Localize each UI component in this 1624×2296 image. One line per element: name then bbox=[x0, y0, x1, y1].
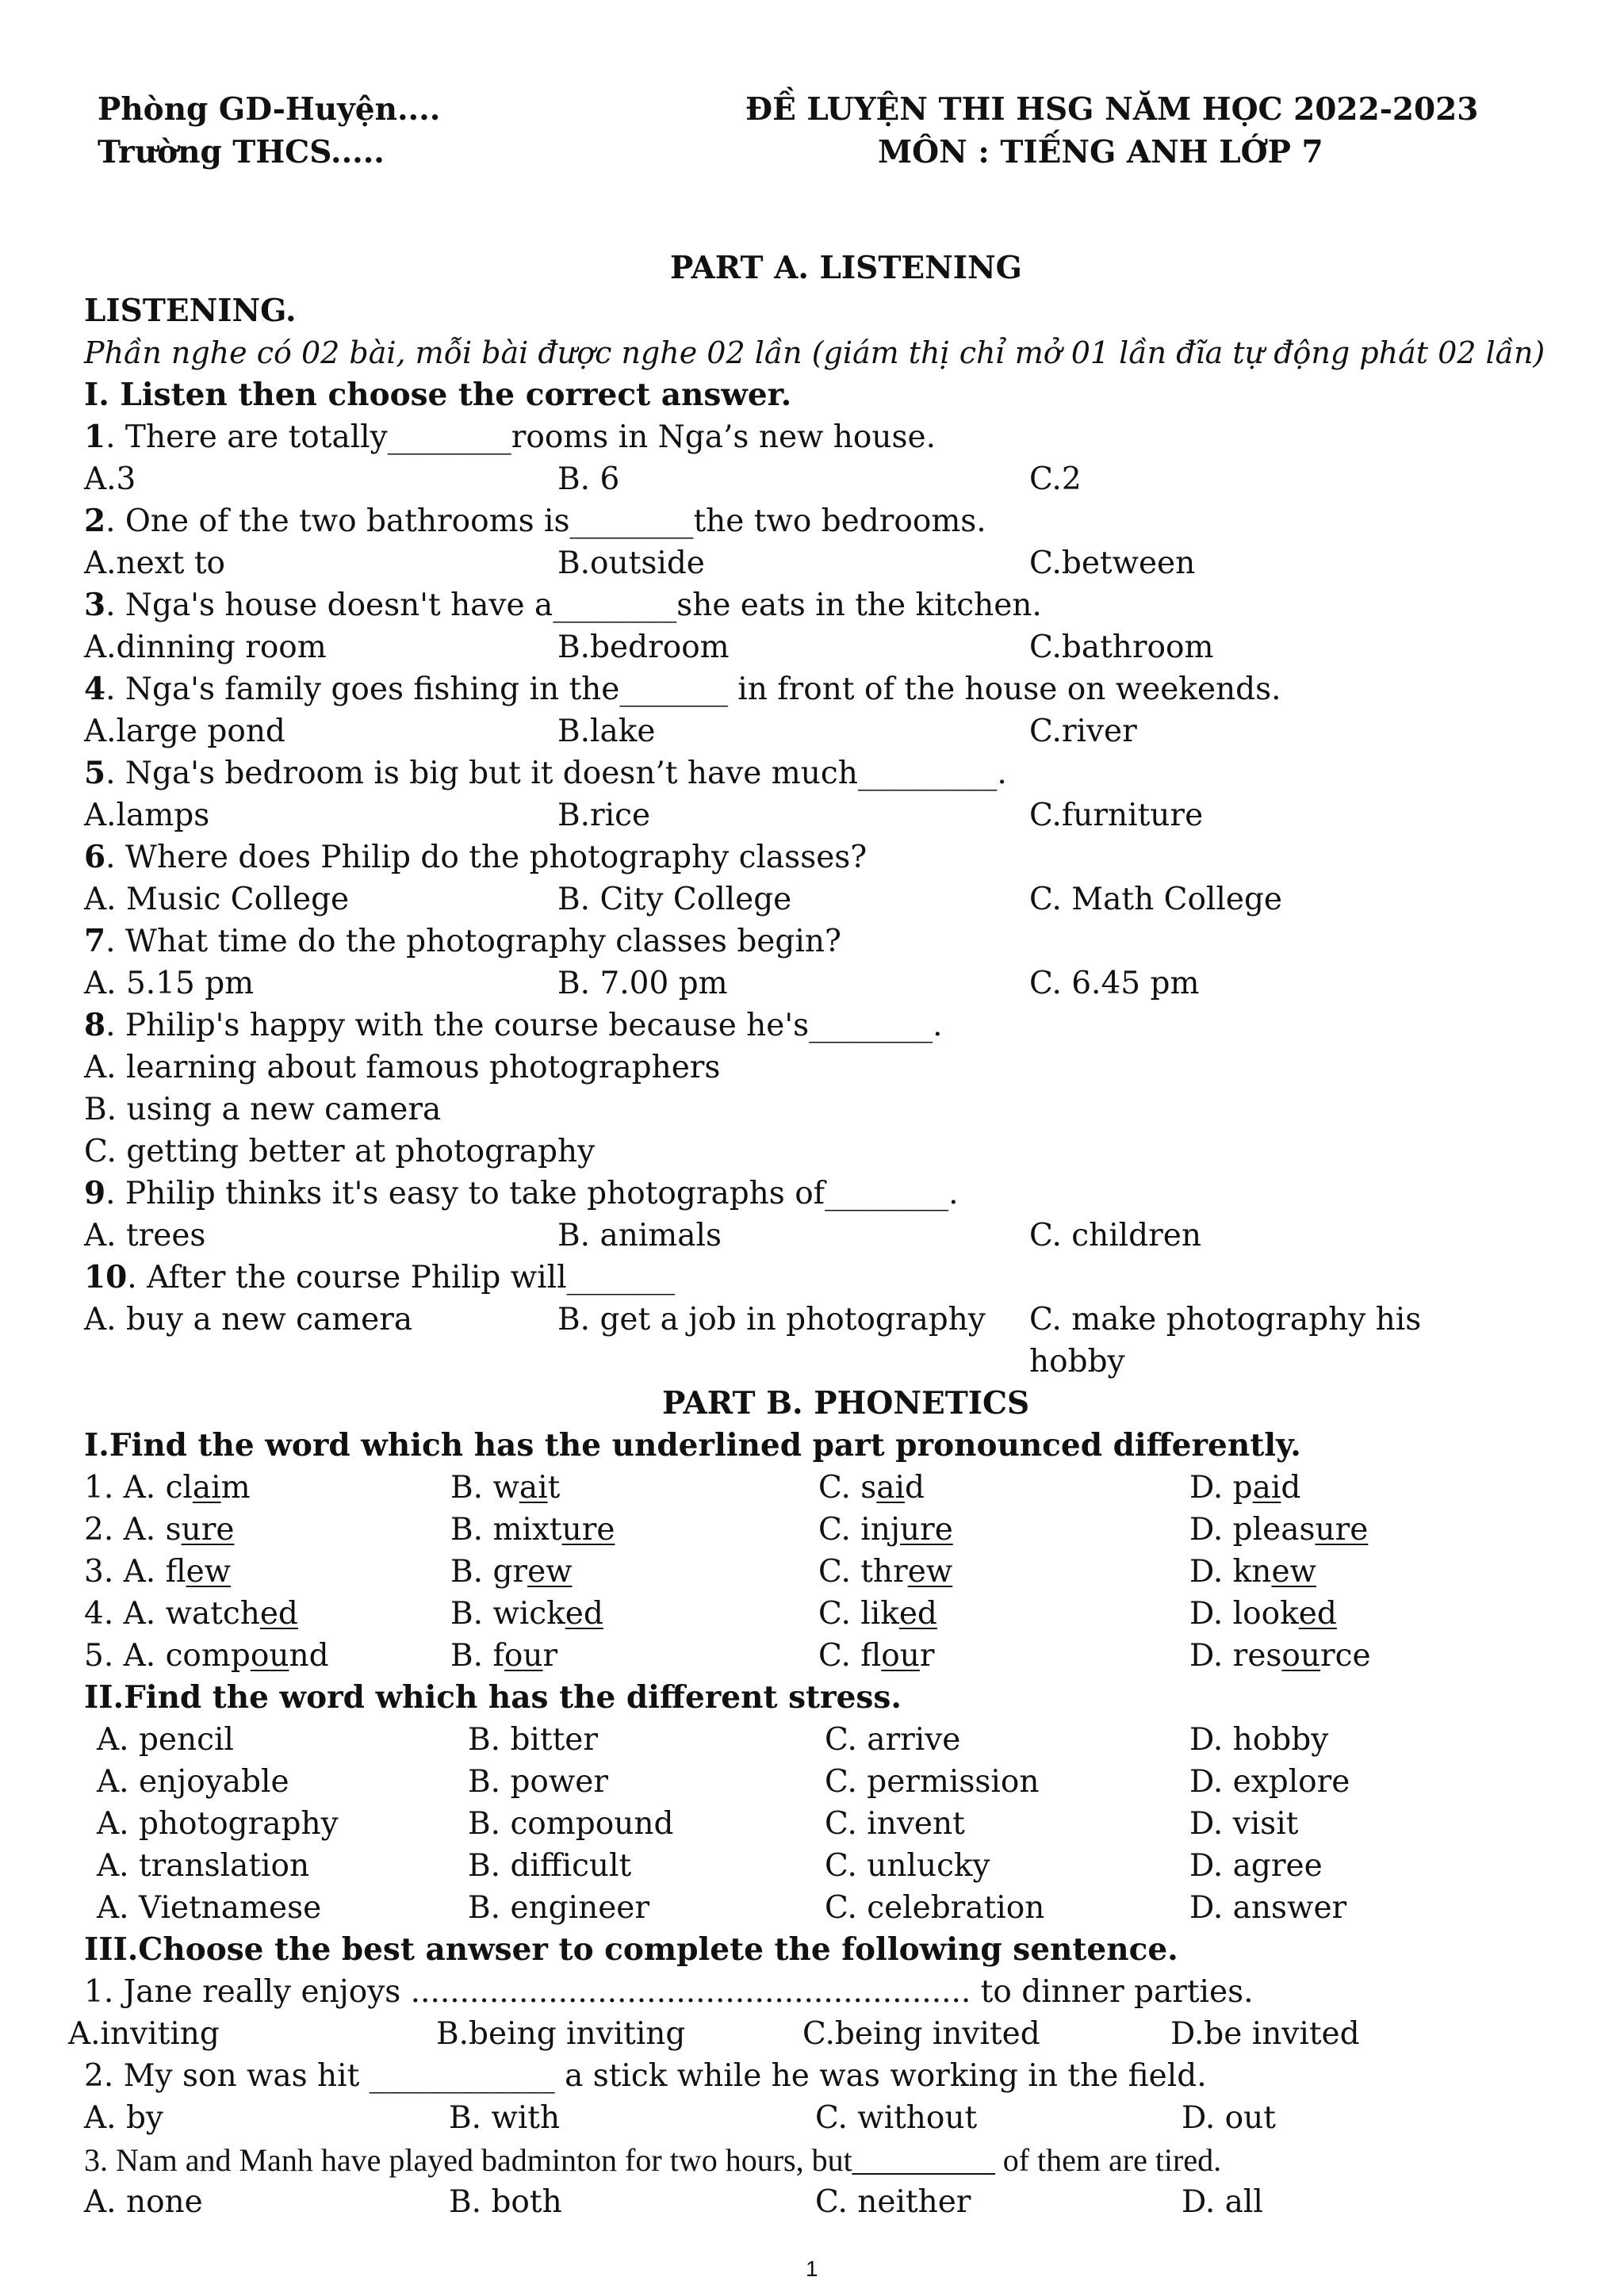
question-10-option-c-cont bbox=[0, 1341, 1624, 1383]
pron-option-c bbox=[818, 1593, 937, 1635]
option-c: C. neither bbox=[815, 2184, 971, 2220]
question-2-options bbox=[0, 542, 1624, 584]
word-part: nd bbox=[289, 1638, 329, 1674]
listening-note: Phần nghe có 02 bài, mỗi bài được nghe 02 lần (giám thị chỉ mở 01 lần đĩa tự động phát 02 lần) bbox=[84, 335, 1545, 370]
pron-option-a bbox=[84, 1635, 329, 1677]
pron-option-d bbox=[1189, 1509, 1368, 1551]
option-b: B. City College bbox=[557, 882, 792, 917]
question-text: . Nga's house doesn't have a________she eats in the kitchen. bbox=[105, 587, 1042, 623]
question-number: 10 bbox=[84, 1259, 128, 1295]
stress-option-b: B. engineer bbox=[468, 1890, 650, 1926]
word-part: 2. A. s bbox=[84, 1512, 182, 1548]
option-c-continued: hobby bbox=[1029, 1344, 1125, 1380]
question-1 bbox=[0, 416, 1624, 458]
option-b: B.lake bbox=[557, 714, 656, 749]
question-number: 3 bbox=[84, 587, 106, 623]
word-part: t bbox=[547, 1470, 561, 1506]
pron-row bbox=[0, 1509, 1624, 1551]
stress-option-a: A. pencil bbox=[97, 1722, 234, 1758]
option-a: A.inviting bbox=[68, 2016, 220, 2052]
option-c: C. Math College bbox=[1029, 882, 1283, 917]
stress-option-d: D. agree bbox=[1189, 1848, 1323, 1884]
underlined-part: ed bbox=[565, 1596, 603, 1632]
question-number: 1 bbox=[84, 419, 106, 455]
stress-row bbox=[0, 1887, 1624, 1929]
question-number: 2 bbox=[84, 503, 106, 539]
question-text: . Where does Philip do the photography classes? bbox=[105, 840, 868, 875]
underlined-part: ew bbox=[1271, 1554, 1316, 1590]
stress-row bbox=[0, 1761, 1624, 1803]
word-part: 5. A. comp bbox=[84, 1638, 251, 1674]
stress-option-b: B. difficult bbox=[468, 1848, 632, 1884]
option-a: A. buy a new camera bbox=[84, 1302, 413, 1337]
option-b: B.outside bbox=[557, 545, 705, 581]
pron-option-c bbox=[818, 1635, 935, 1677]
question-number: 5 bbox=[84, 755, 106, 791]
question-4-options bbox=[0, 710, 1624, 752]
option-b: B. 7.00 pm bbox=[557, 966, 728, 1001]
stress-option-a: A. enjoyable bbox=[97, 1764, 289, 1800]
pron-option-a bbox=[84, 1509, 234, 1551]
question-5-options bbox=[0, 794, 1624, 836]
stress-option-a: A. translation bbox=[97, 1848, 310, 1884]
stress-option-a: A. photography bbox=[97, 1806, 339, 1842]
option-c: C.river bbox=[1029, 714, 1137, 749]
option-a: A. learning about famous photographers bbox=[84, 1050, 721, 1085]
word-part: C. inj bbox=[818, 1512, 900, 1548]
underlined-part: ou bbox=[504, 1638, 543, 1674]
option-d: D.be invited bbox=[1170, 2016, 1360, 2052]
stress-option-c: C. permission bbox=[825, 1764, 1040, 1800]
underlined-part: ed bbox=[898, 1596, 937, 1632]
option-a: A.3 bbox=[84, 461, 136, 497]
option-a: A.next to bbox=[84, 545, 225, 581]
underlined-part: ew bbox=[186, 1554, 232, 1590]
question-8-option-c bbox=[0, 1131, 1624, 1173]
underlined-part: ai bbox=[519, 1470, 548, 1506]
underlined-part: ed bbox=[259, 1596, 298, 1632]
underlined-part: ure bbox=[561, 1512, 615, 1548]
word-part: B. mixt bbox=[450, 1512, 562, 1548]
option-a: A.lamps bbox=[84, 798, 210, 833]
question-text: 3. Nam and Manh have played badminton for two hours, but_________ of them are tired. bbox=[84, 2142, 1222, 2178]
option-a: A. trees bbox=[84, 1218, 206, 1253]
school-department: Phòng GD-Huyện.... bbox=[98, 91, 441, 128]
question-3 bbox=[0, 584, 1624, 626]
option-c: C. children bbox=[1029, 1218, 1201, 1253]
section-pronunciation: I.Find the word which has the underlined part pronounced differently. bbox=[84, 1427, 1301, 1464]
stress-option-b: B. bitter bbox=[468, 1722, 598, 1758]
pron-option-d bbox=[1189, 1467, 1300, 1509]
underlined-part: ure bbox=[181, 1512, 235, 1548]
question-8-option-a bbox=[0, 1047, 1624, 1089]
option-b: B. 6 bbox=[557, 461, 620, 497]
pron-option-b bbox=[450, 1509, 615, 1551]
pron-option-b bbox=[450, 1467, 560, 1509]
option-b: B. using a new camera bbox=[84, 1092, 442, 1127]
option-b: B. both bbox=[449, 2184, 562, 2220]
stress-option-b: B. power bbox=[468, 1764, 609, 1800]
word-part: D. look bbox=[1189, 1596, 1299, 1632]
word-part: B. wick bbox=[450, 1596, 565, 1632]
word-part: D. kn bbox=[1189, 1554, 1272, 1590]
grammar-question-1-options bbox=[0, 2013, 1624, 2055]
underlined-part: ure bbox=[899, 1512, 953, 1548]
option-b: B.being inviting bbox=[436, 2016, 686, 2052]
question-number: 6 bbox=[84, 839, 106, 875]
pron-row bbox=[0, 1467, 1624, 1509]
underlined-part: ai bbox=[1252, 1470, 1281, 1506]
pron-option-c bbox=[818, 1467, 925, 1509]
question-text: . Philip's happy with the course because he's________. bbox=[105, 1008, 943, 1043]
pron-option-c bbox=[818, 1509, 953, 1551]
word-part: B. w bbox=[450, 1470, 519, 1506]
pron-row bbox=[0, 1593, 1624, 1635]
question-number: 4 bbox=[84, 671, 106, 707]
pron-option-d bbox=[1189, 1635, 1371, 1677]
question-8 bbox=[0, 1004, 1624, 1047]
exam-title: ĐỀ LUYỆN THI HSG NĂM HỌC 2022-2023 bbox=[745, 91, 1479, 128]
stress-option-d: D. visit bbox=[1189, 1806, 1299, 1842]
question-10-options bbox=[0, 1299, 1624, 1341]
pron-option-d bbox=[1189, 1551, 1316, 1593]
question-2 bbox=[0, 500, 1624, 542]
pron-row bbox=[0, 1551, 1624, 1593]
word-part: d bbox=[1281, 1470, 1301, 1506]
page-number: 1 bbox=[806, 2256, 818, 2281]
word-part: D. p bbox=[1189, 1470, 1253, 1506]
underlined-part: ou bbox=[1281, 1638, 1321, 1674]
option-c: C.2 bbox=[1029, 461, 1082, 497]
word-part: rce bbox=[1320, 1638, 1371, 1674]
pron-option-b bbox=[450, 1551, 573, 1593]
grammar-question-2 bbox=[0, 2055, 1624, 2097]
grammar-question-3-options bbox=[0, 2181, 1624, 2223]
question-7 bbox=[0, 920, 1624, 962]
underlined-part: ai bbox=[876, 1470, 905, 1506]
stress-row bbox=[0, 1803, 1624, 1845]
stress-option-a: A. Vietnamese bbox=[97, 1890, 322, 1926]
pron-option-d bbox=[1189, 1593, 1337, 1635]
word-part: B. f bbox=[450, 1638, 504, 1674]
option-a: A. Music College bbox=[84, 882, 350, 917]
word-part: B. gr bbox=[450, 1554, 528, 1590]
question-text: . What time do the photography classes begin? bbox=[105, 924, 841, 959]
question-5 bbox=[0, 752, 1624, 794]
question-3-options bbox=[0, 626, 1624, 668]
option-b: B. animals bbox=[557, 1218, 722, 1253]
word-part: D. pleas bbox=[1189, 1512, 1316, 1548]
option-b: B. get a job in photography bbox=[557, 1302, 986, 1337]
stress-option-c: C. celebration bbox=[825, 1890, 1045, 1926]
exam-subject: MÔN : TIẾNG ANH LỚP 7 bbox=[878, 134, 1323, 170]
option-d: D. all bbox=[1182, 2184, 1263, 2220]
question-text: 1. Jane really enjoys ......................................................... to dinner parties. bbox=[84, 1974, 1254, 2010]
option-a: A. by bbox=[84, 2100, 163, 2136]
question-1-options bbox=[0, 458, 1624, 500]
stress-option-b: B. compound bbox=[468, 1806, 674, 1842]
underlined-part: ou bbox=[881, 1638, 920, 1674]
stress-option-d: D. explore bbox=[1189, 1764, 1350, 1800]
section-listen-choose: I. Listen then choose the correct answer. bbox=[84, 377, 792, 413]
word-part: C. s bbox=[818, 1470, 877, 1506]
question-9-options bbox=[0, 1215, 1624, 1257]
option-c: C.between bbox=[1029, 545, 1196, 581]
word-part: C. lik bbox=[818, 1596, 899, 1632]
stress-option-c: C. invent bbox=[825, 1806, 965, 1842]
stress-row bbox=[0, 1719, 1624, 1761]
option-b: B.bedroom bbox=[557, 629, 730, 665]
option-a: A.large pond bbox=[84, 714, 285, 749]
underlined-part: ed bbox=[1298, 1596, 1337, 1632]
question-4 bbox=[0, 668, 1624, 710]
word-part: r bbox=[919, 1638, 935, 1674]
option-c: C.being invited bbox=[802, 2016, 1040, 2052]
pron-option-c bbox=[818, 1551, 952, 1593]
stress-row bbox=[0, 1845, 1624, 1887]
grammar-question-1 bbox=[0, 1971, 1624, 2013]
option-c: C.furniture bbox=[1029, 798, 1204, 833]
grammar-question-2-options bbox=[0, 2097, 1624, 2139]
underlined-part: ew bbox=[907, 1554, 953, 1590]
question-text: 2. My son was hit ____________ a stick while he was working in the field. bbox=[84, 2058, 1207, 2094]
question-number: 8 bbox=[84, 1007, 106, 1043]
school-name: Trường THCS..... bbox=[98, 134, 385, 170]
grammar-question-3 bbox=[0, 2139, 1624, 2181]
word-part: C. fl bbox=[818, 1638, 882, 1674]
option-b: B. with bbox=[449, 2100, 561, 2136]
underlined-part: ure bbox=[1315, 1512, 1369, 1548]
stress-option-d: D. answer bbox=[1189, 1890, 1347, 1926]
question-text: . Philip thinks it's easy to take photographs of________. bbox=[105, 1176, 959, 1211]
option-c: C. 6.45 pm bbox=[1029, 966, 1200, 1001]
question-6 bbox=[0, 836, 1624, 878]
word-part: 4. A. watch bbox=[84, 1596, 260, 1632]
question-8-option-b bbox=[0, 1089, 1624, 1131]
word-part: d bbox=[905, 1470, 925, 1506]
word-part: m bbox=[220, 1470, 251, 1506]
word-part: r bbox=[542, 1638, 558, 1674]
stress-option-c: C. unlucky bbox=[825, 1848, 990, 1884]
pron-option-a bbox=[84, 1467, 251, 1509]
question-10 bbox=[0, 1257, 1624, 1299]
option-c: C. without bbox=[815, 2100, 978, 2136]
pron-option-a bbox=[84, 1551, 231, 1593]
question-text: . After the course Philip will_______ bbox=[127, 1260, 676, 1295]
option-a: A. 5.15 pm bbox=[84, 966, 255, 1001]
word-part: D. res bbox=[1189, 1638, 1282, 1674]
option-a: A. none bbox=[84, 2184, 203, 2220]
option-c: C.bathroom bbox=[1029, 629, 1214, 665]
pron-option-a bbox=[84, 1593, 298, 1635]
part-b-title: PART B. PHONETICS bbox=[662, 1385, 1030, 1422]
question-number: 9 bbox=[84, 1175, 106, 1211]
question-6-options bbox=[0, 878, 1624, 920]
pron-option-b bbox=[450, 1635, 557, 1677]
word-part: 1. A. cl bbox=[84, 1470, 193, 1506]
stress-option-d: D. hobby bbox=[1189, 1722, 1329, 1758]
stress-option-c: C. arrive bbox=[825, 1722, 961, 1758]
word-part: C. thr bbox=[818, 1554, 908, 1590]
underlined-part: ew bbox=[527, 1554, 573, 1590]
question-9 bbox=[0, 1173, 1624, 1215]
section-stress: II.Find the word which has the different stress. bbox=[84, 1679, 902, 1716]
question-number: 7 bbox=[84, 923, 106, 959]
pron-row bbox=[0, 1635, 1624, 1677]
option-a: A.dinning room bbox=[84, 629, 327, 665]
word-part: 3. A. fl bbox=[84, 1554, 186, 1590]
question-7-options bbox=[0, 962, 1624, 1004]
option-b: B.rice bbox=[557, 798, 651, 833]
part-a-title: PART A. LISTENING bbox=[670, 250, 1022, 286]
option-c: C. make photography his bbox=[1029, 1302, 1422, 1337]
listening-heading: LISTENING. bbox=[84, 293, 297, 329]
pron-option-b bbox=[450, 1593, 603, 1635]
section-grammar: III.Choose the best anwser to complete the following sentence. bbox=[84, 1931, 1178, 1968]
question-text: . Nga's bedroom is big but it doesn’t have much_________. bbox=[105, 756, 1007, 791]
underlined-part: ou bbox=[250, 1638, 289, 1674]
underlined-part: ai bbox=[192, 1470, 221, 1506]
question-text: . One of the two bathrooms is________the two bedrooms. bbox=[105, 503, 986, 539]
question-text: . Nga's family goes fishing in the_______ in front of the house on weekends. bbox=[105, 672, 1281, 707]
question-text: . There are totally________rooms in Nga’s new house. bbox=[105, 419, 936, 455]
option-c: C. getting better at photography bbox=[84, 1134, 596, 1169]
option-d: D. out bbox=[1182, 2100, 1276, 2136]
